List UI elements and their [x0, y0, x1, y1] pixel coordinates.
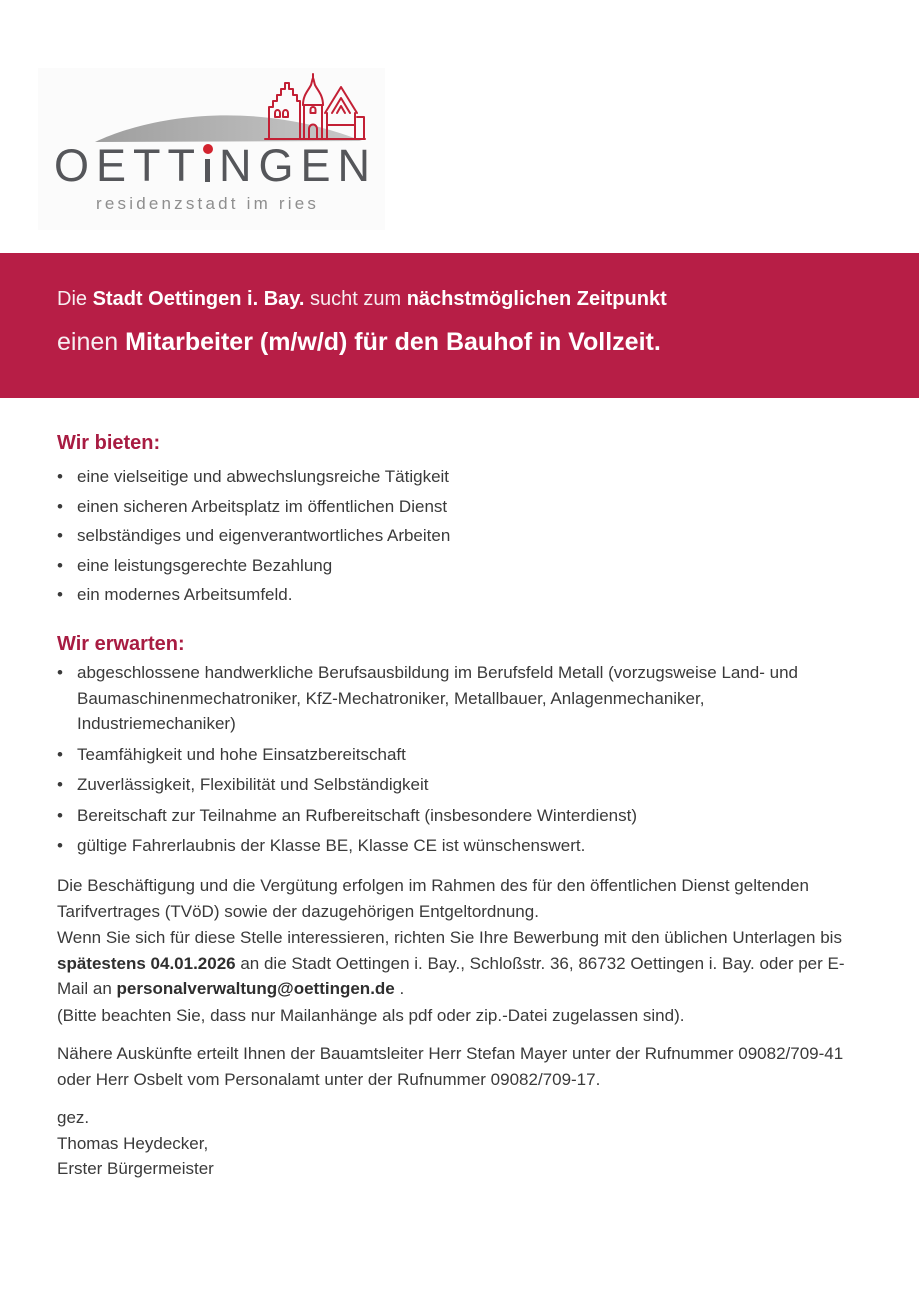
signature-title: Erster Bürgermeister — [57, 1159, 214, 1178]
signature-block — [57, 1105, 863, 1182]
list-item: • eine vielseitige und abwechslungsreiche Tätigkeit — [57, 462, 863, 492]
application-text: an die Stadt Oettingen i. Bay., Schloßstr. 36, 86732 Oettingen i. Bay. oder per E-Mail an — [57, 953, 845, 998]
intro-banner — [0, 253, 919, 398]
logo-tagline: residenzstadt im ries — [96, 194, 320, 213]
list-item: • ein modernes Arbeitsumfeld. — [57, 580, 863, 610]
banner-text: Die — [57, 288, 93, 310]
logo-wordmark — [54, 140, 377, 192]
expect-heading: Wir erwarten: — [57, 633, 185, 655]
townscape-icon — [262, 71, 368, 141]
expect-list — [57, 660, 863, 864]
list-item: • abgeschlossene handwerkliche Berufsausbildung im Berufsfeld Metall (vorzugsweise Land- und Baumaschinenmechatroniker, KfZ-Mechatroniker, Metallbauer, Anlagenmechaniker, Industriemechaniker) — [57, 660, 863, 737]
banner-text-bold: nächstmöglichen Zeitpunkt — [406, 288, 667, 310]
list-item: • selbständiges und eigenverantwortliches Arbeiten — [57, 521, 863, 551]
banner-job-title: Mitarbeiter (m/w/d) für den Bauhof in Vollzeit. — [125, 328, 661, 356]
list-item: • gültige Fahrerlaubnis der Klasse BE, Klasse CE ist wünschenswert. — [57, 833, 863, 859]
signature-gez: gez. — [57, 1108, 90, 1127]
list-item: • Bereitschaft zur Teilnahme an Rufbereitschaft (insbesondere Winterdienst) — [57, 803, 863, 829]
application-deadline: spätestens 04.01.2026 — [57, 953, 236, 973]
paragraph-application — [57, 925, 863, 1002]
paragraph-attachment-note: (Bitte beachten Sie, dass nur Mailanhänge als pdf oder zip.-Datei zugelassen sind). — [57, 1006, 685, 1025]
email-address: personalverwaltung@oettingen.de — [116, 979, 395, 998]
paragraph-tarif: Die Beschäftigung und die Vergütung erfolgen im Rahmen des für den öffentlichen Dienst geltenden Tarifvertrages (TVöD) sowie der dazugehörigen Entgeltordnung. — [57, 876, 809, 921]
list-item: • Zuverlässigkeit, Flexibilität und Selbständigkeit — [57, 772, 863, 798]
list-item: • Teamfähigkeit und hohe Einsatzbereitschaft — [57, 742, 863, 768]
banner-text-bold: Stadt Oettingen i. Bay. — [92, 288, 305, 310]
paragraph-contact: Nähere Auskünfte erteilt Ihnen der Bauamtsleiter Herr Stefan Mayer unter der Rufnummer 09082/709-41 oder Herr Osbelt vom Personalamt unter der Rufnummer 09082/709-17. — [57, 1044, 844, 1089]
banner-text: sucht zum — [304, 288, 407, 310]
signature-name: Thomas Heydecker, — [57, 1133, 209, 1153]
list-item: • einen sicheren Arbeitsplatz im öffentlichen Dienst — [57, 492, 863, 522]
wordmark-pre: OETT — [54, 140, 202, 191]
logo-letter-i-red-dot — [202, 140, 219, 191]
city-logo — [38, 68, 385, 230]
offer-heading: Wir bieten: — [57, 432, 161, 454]
banner-text: einen — [57, 328, 126, 356]
banner-line-1 — [57, 285, 879, 313]
banner-line-2 — [57, 325, 879, 359]
wordmark-post: NGEN — [219, 140, 378, 191]
offer-list — [57, 462, 863, 610]
application-text: Wenn Sie sich für diese Stelle interessieren, richten Sie Ihre Bewerbung mit den üblichen Unterlagen bis — [57, 928, 842, 947]
list-item: • eine leistungsgerechte Bezahlung — [57, 551, 863, 581]
application-text: . — [394, 979, 405, 998]
